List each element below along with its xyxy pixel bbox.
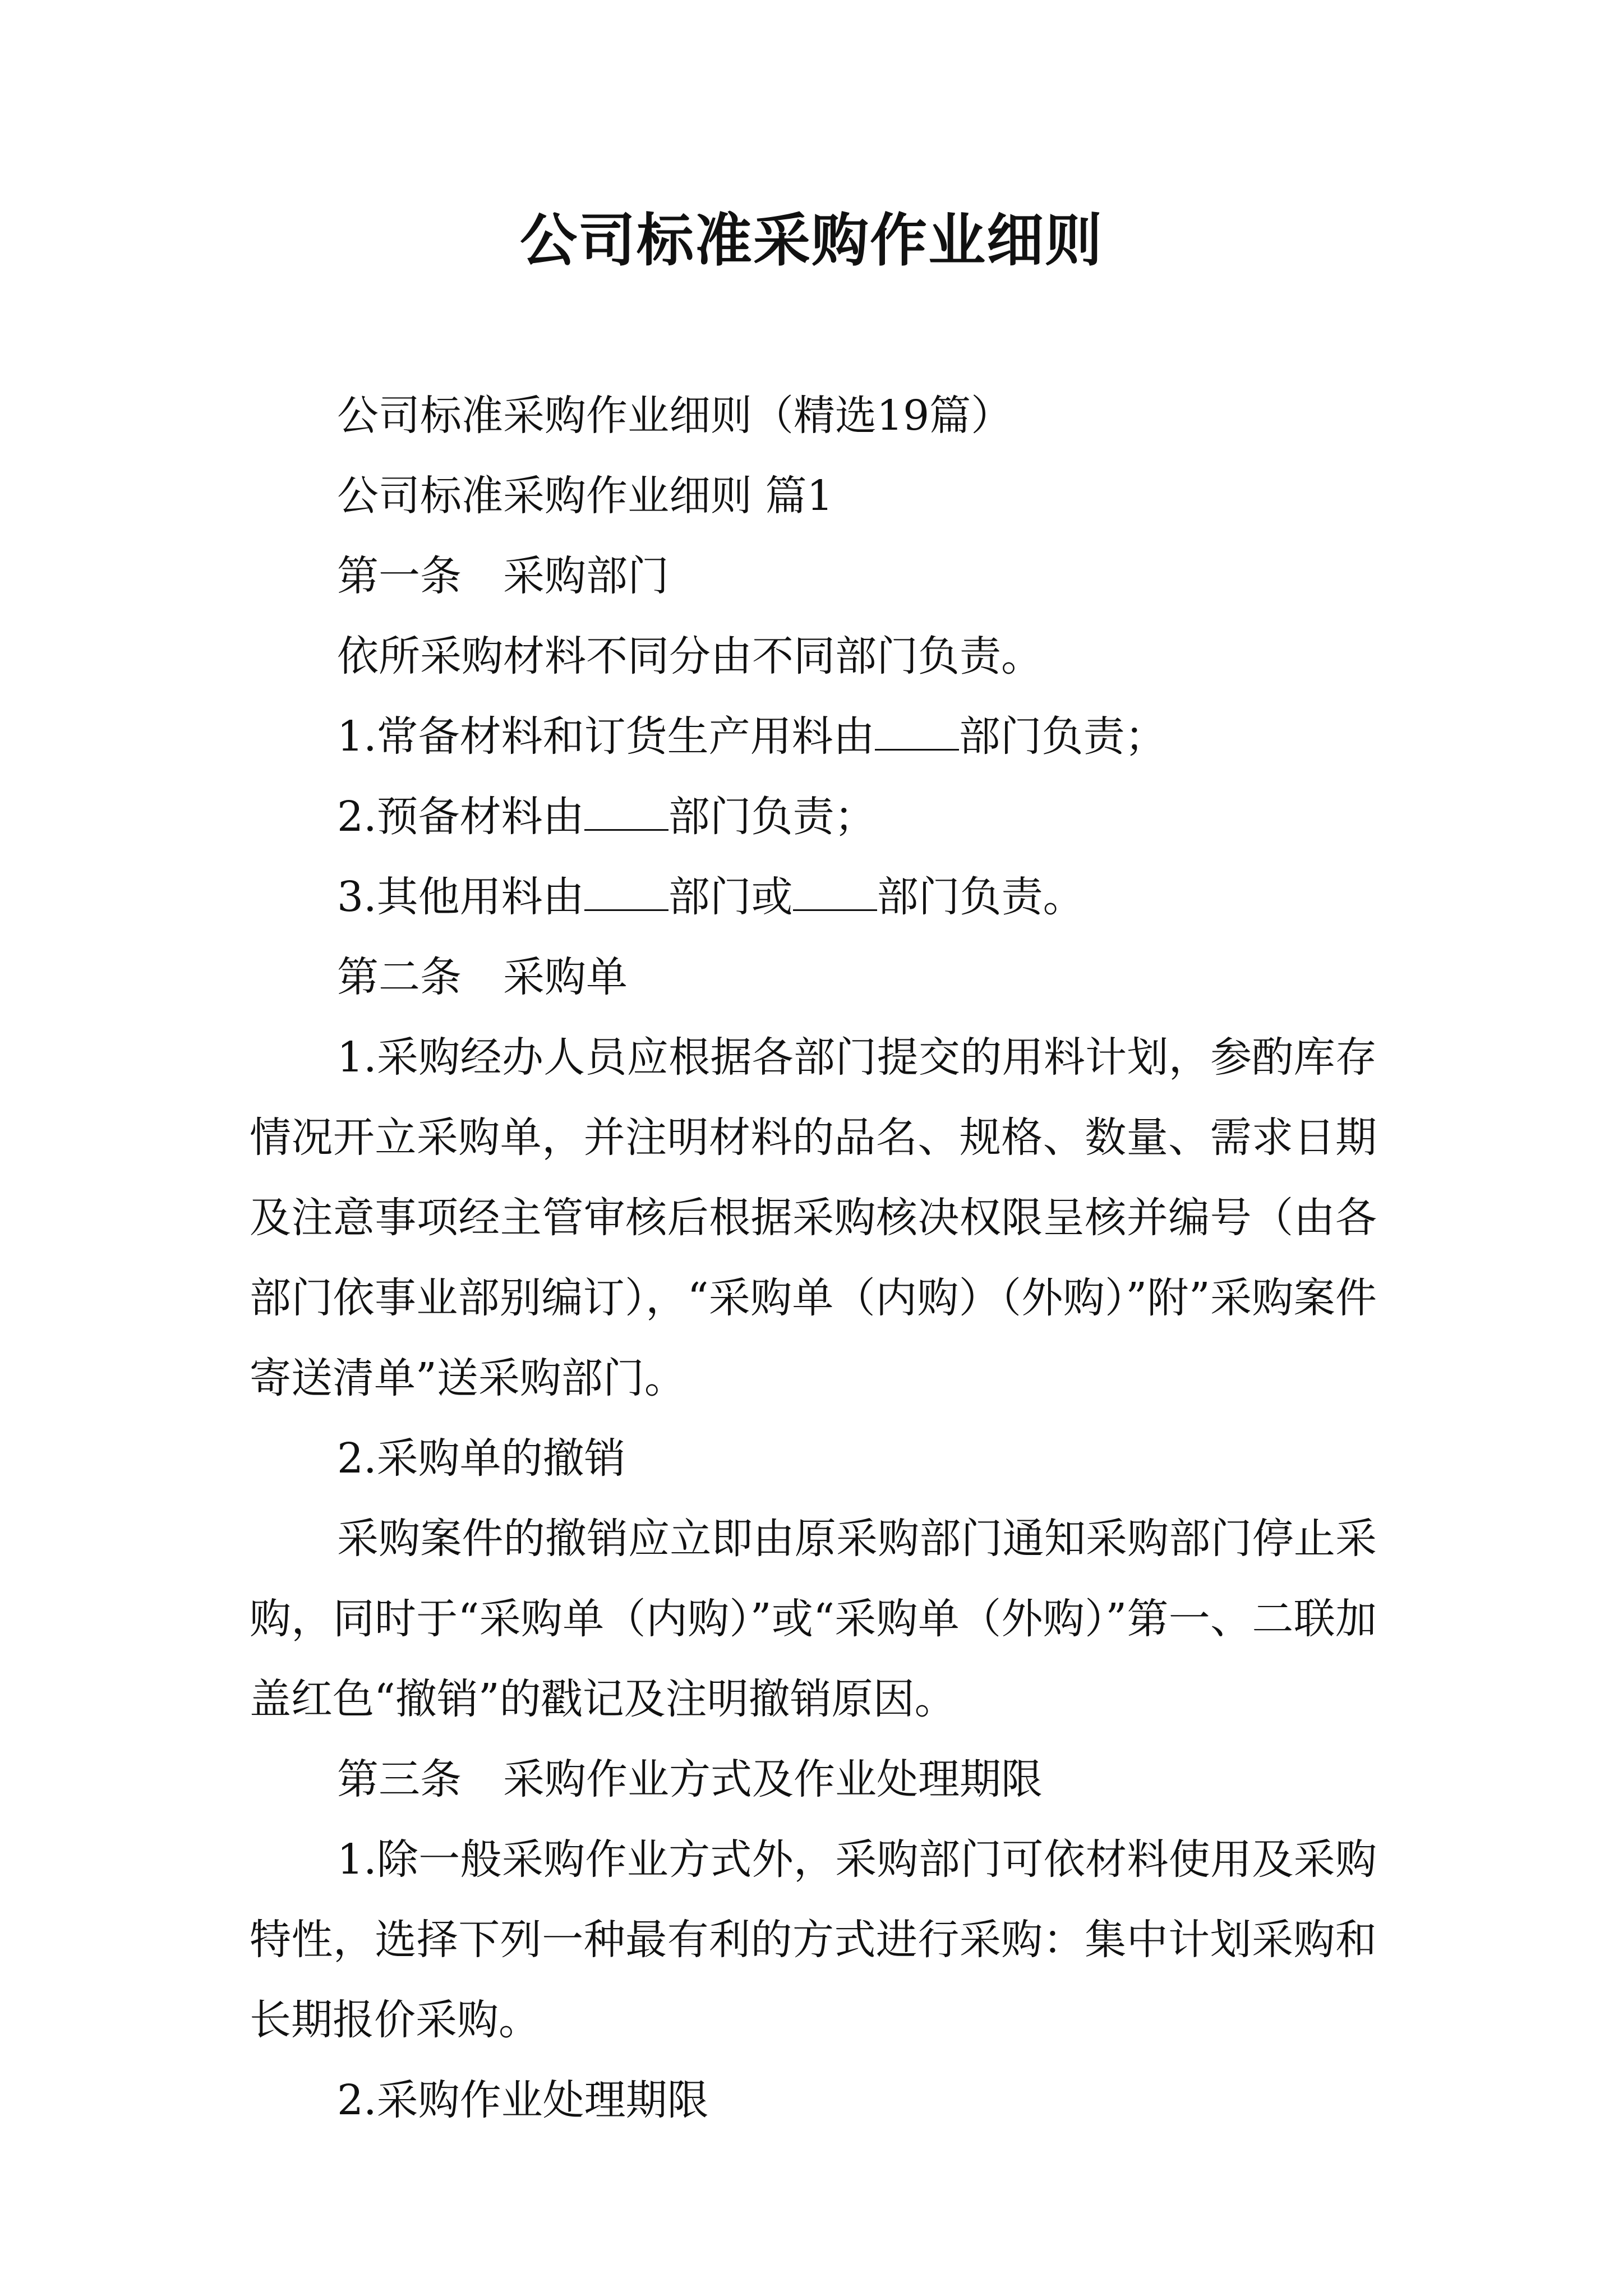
list-item-text: 部门负责； [958, 712, 1166, 761]
article-title: 采购作业方式及作业处理期限 [503, 1755, 1043, 1803]
document-body [250, 376, 1377, 2141]
list-item-text: 部门或 [668, 873, 793, 921]
list-item-text: 2.预备材料由 [337, 793, 584, 841]
article-number: 第二条 [337, 953, 462, 1001]
paragraph-subtitle: 公司标准采购作业细则（精选19篇） [337, 392, 1013, 440]
article-number: 第三条 [337, 1755, 462, 1803]
article-number: 第一条 [337, 552, 462, 600]
blank-field [793, 872, 877, 911]
list-item-3 [250, 857, 1377, 937]
article-2-heading [250, 937, 1377, 1018]
article-title: 采购部门 [503, 552, 669, 600]
paragraph-text: 2.采购单的撤销 [337, 1434, 626, 1483]
paragraph-text: 采购案件的撤销应立即由原采购部门通知采购部门停止采购，同时于“采购单（内购）”或“采购单（外购）”第一、二联加盖红色“撤销”的戳记及注明撤销原因。 [250, 1515, 1377, 1723]
article-3-heading [250, 1740, 1377, 1820]
list-item-1 [250, 697, 1377, 777]
paragraph-section-heading: 公司标准采购作业细则 篇1 [337, 472, 833, 520]
list-item-text: 部门负责； [668, 793, 876, 841]
article-title: 采购单 [503, 953, 628, 1001]
blank-field [875, 711, 959, 751]
blank-field [584, 872, 668, 911]
paragraph-text: 1.采购经办人员应根据各部门提交的用料计划，参酌库存情况开立采购单，并注明材料的品名、规格、数量、需求日期及注意事项经主管审核后根据采购核决权限呈核并编号（由各部门依事业部别编订），“采购单（内购）（外购）”附”采购案件寄送清单”送采购部门。 [250, 1033, 1377, 1402]
article-1-heading [250, 536, 1377, 616]
paragraph-text: 1.除一般采购作业方式外，采购部门可依材料使用及采购特性，选择下列一种最有利的方式进行采购：集中计划采购和长期报价采购。 [250, 1835, 1377, 2044]
blank-field [584, 792, 668, 831]
document-title: 公司标准采购作业细则 [520, 208, 1103, 274]
list-item-text: 1.常备材料和订货生产用料由 [337, 712, 875, 761]
paragraph-text: 2.采购作业处理期限 [337, 2076, 709, 2124]
list-item-text: 3.其他用料由 [337, 873, 584, 921]
list-item-text: 部门负责。 [877, 873, 1085, 921]
list-item-2 [250, 777, 1377, 857]
paragraph-text: 依所采购材料不同分由不同部门负责。 [337, 632, 1043, 680]
